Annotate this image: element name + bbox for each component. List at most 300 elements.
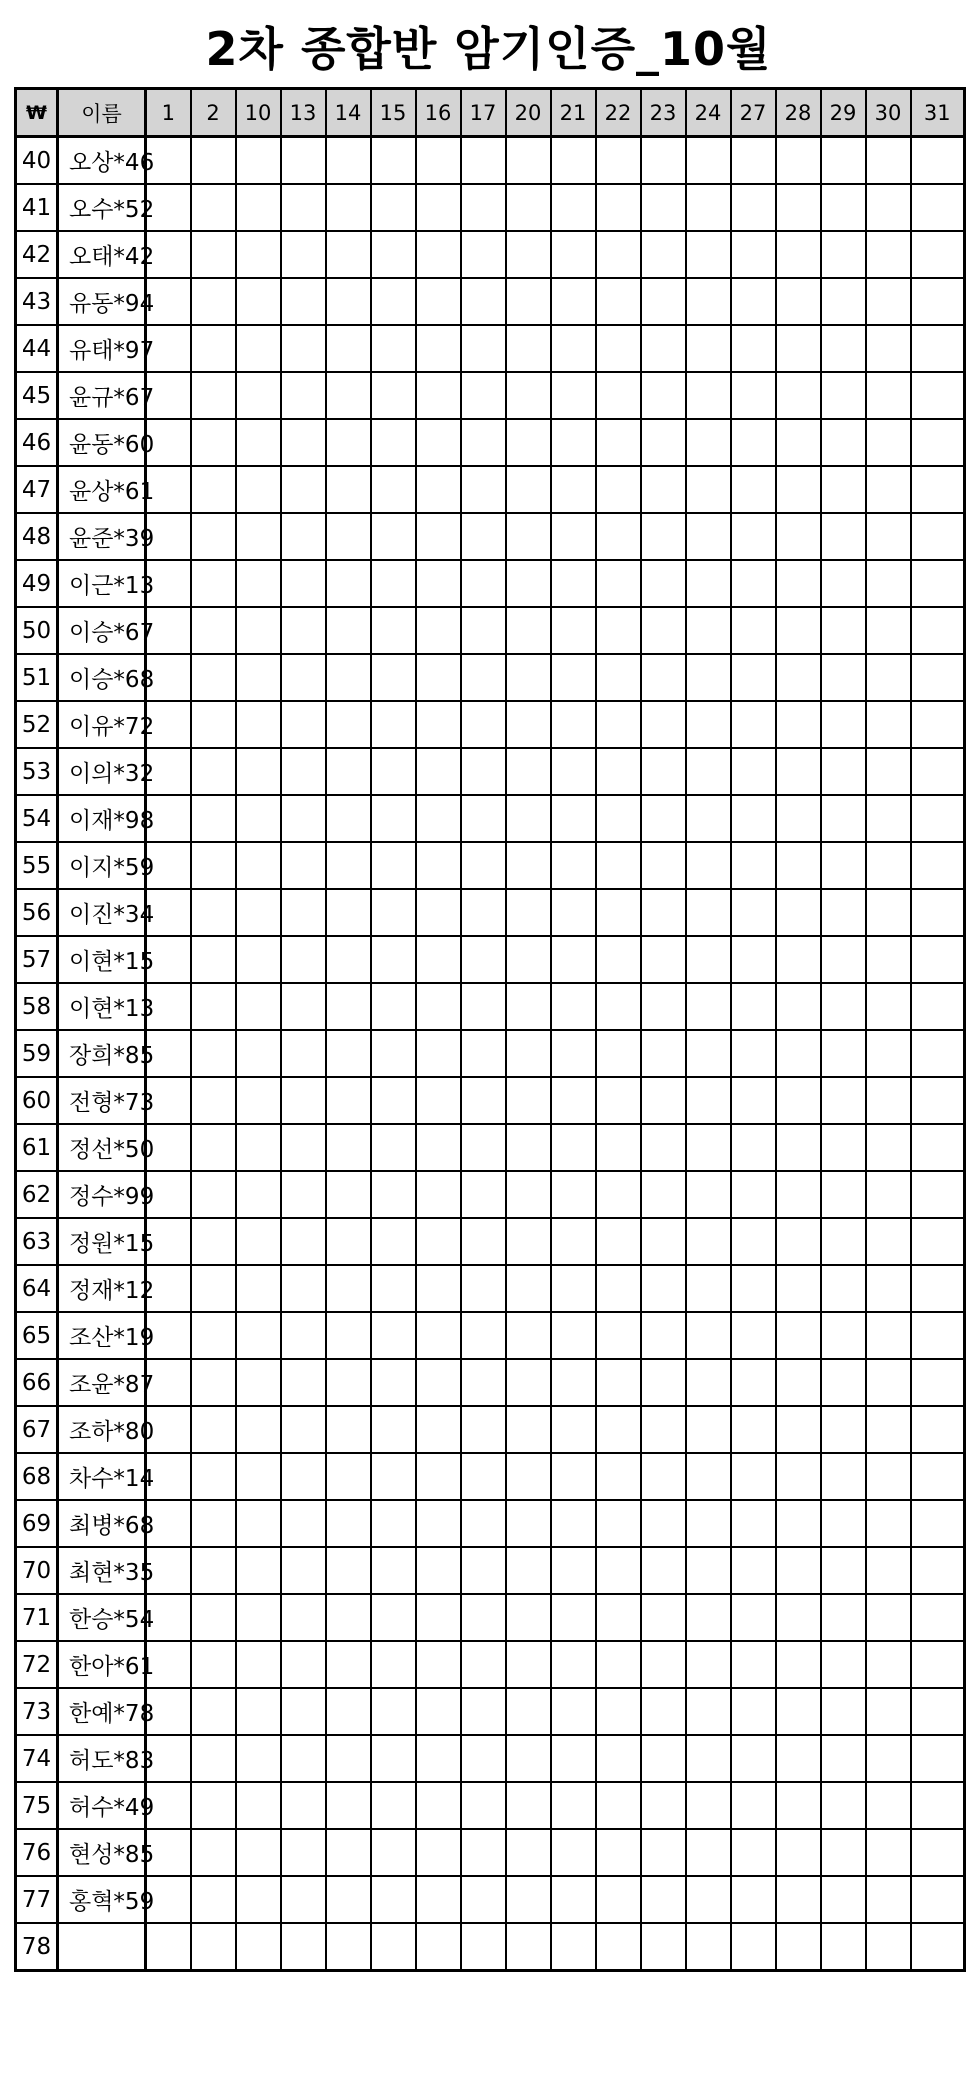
check-cell[interactable] bbox=[731, 701, 776, 748]
check-cell[interactable] bbox=[911, 184, 965, 231]
check-cell[interactable] bbox=[506, 1077, 551, 1124]
check-cell[interactable] bbox=[191, 1265, 236, 1312]
check-cell[interactable] bbox=[776, 1171, 821, 1218]
check-cell[interactable] bbox=[686, 1312, 731, 1359]
check-cell[interactable] bbox=[641, 1829, 686, 1876]
check-cell[interactable] bbox=[506, 842, 551, 889]
check-cell[interactable] bbox=[596, 701, 641, 748]
check-cell[interactable] bbox=[416, 278, 461, 325]
check-cell[interactable] bbox=[191, 983, 236, 1030]
check-cell[interactable] bbox=[281, 513, 326, 560]
check-cell[interactable] bbox=[866, 1923, 911, 1971]
check-cell[interactable] bbox=[551, 1453, 596, 1500]
check-cell[interactable] bbox=[551, 1312, 596, 1359]
check-cell[interactable] bbox=[371, 231, 416, 278]
check-cell[interactable] bbox=[641, 607, 686, 654]
check-cell[interactable] bbox=[506, 278, 551, 325]
check-cell[interactable] bbox=[866, 1547, 911, 1594]
check-cell[interactable] bbox=[326, 1453, 371, 1500]
check-cell[interactable] bbox=[191, 1547, 236, 1594]
check-cell[interactable] bbox=[776, 1829, 821, 1876]
check-cell[interactable] bbox=[686, 372, 731, 419]
check-cell[interactable] bbox=[641, 1218, 686, 1265]
check-cell[interactable] bbox=[731, 560, 776, 607]
check-cell[interactable] bbox=[641, 654, 686, 701]
check-cell[interactable] bbox=[236, 1124, 281, 1171]
check-cell[interactable] bbox=[281, 1641, 326, 1688]
check-cell[interactable] bbox=[911, 1594, 965, 1641]
check-cell[interactable] bbox=[911, 1359, 965, 1406]
check-cell[interactable] bbox=[686, 325, 731, 372]
check-cell[interactable] bbox=[371, 513, 416, 560]
check-cell[interactable] bbox=[911, 842, 965, 889]
check-cell[interactable] bbox=[821, 654, 866, 701]
check-cell[interactable] bbox=[731, 1312, 776, 1359]
check-cell[interactable] bbox=[326, 1641, 371, 1688]
check-cell[interactable] bbox=[551, 1265, 596, 1312]
check-cell[interactable] bbox=[191, 1312, 236, 1359]
check-cell[interactable] bbox=[416, 795, 461, 842]
check-cell[interactable] bbox=[416, 466, 461, 513]
check-cell[interactable] bbox=[866, 1312, 911, 1359]
check-cell[interactable] bbox=[821, 560, 866, 607]
check-cell[interactable] bbox=[596, 607, 641, 654]
check-cell[interactable] bbox=[236, 1735, 281, 1782]
check-cell[interactable] bbox=[686, 419, 731, 466]
check-cell[interactable] bbox=[866, 137, 911, 185]
check-cell[interactable] bbox=[326, 1876, 371, 1923]
check-cell[interactable] bbox=[506, 1218, 551, 1265]
check-cell[interactable] bbox=[596, 1453, 641, 1500]
check-cell[interactable] bbox=[281, 1829, 326, 1876]
check-cell[interactable] bbox=[731, 231, 776, 278]
check-cell[interactable] bbox=[776, 889, 821, 936]
check-cell[interactable] bbox=[506, 1782, 551, 1829]
check-cell[interactable] bbox=[236, 1547, 281, 1594]
check-cell[interactable] bbox=[731, 1171, 776, 1218]
check-cell[interactable] bbox=[911, 137, 965, 185]
check-cell[interactable] bbox=[326, 466, 371, 513]
check-cell[interactable] bbox=[281, 231, 326, 278]
check-cell[interactable] bbox=[776, 1735, 821, 1782]
check-cell[interactable] bbox=[596, 1171, 641, 1218]
check-cell[interactable] bbox=[191, 466, 236, 513]
check-cell[interactable] bbox=[776, 1688, 821, 1735]
check-cell[interactable] bbox=[326, 1782, 371, 1829]
check-cell[interactable] bbox=[686, 137, 731, 185]
check-cell[interactable] bbox=[596, 1077, 641, 1124]
check-cell[interactable] bbox=[416, 1547, 461, 1594]
check-cell[interactable] bbox=[551, 231, 596, 278]
check-cell[interactable] bbox=[911, 1829, 965, 1876]
check-cell[interactable] bbox=[191, 1453, 236, 1500]
check-cell[interactable] bbox=[191, 1077, 236, 1124]
check-cell[interactable] bbox=[551, 748, 596, 795]
check-cell[interactable] bbox=[866, 1124, 911, 1171]
check-cell[interactable] bbox=[191, 1171, 236, 1218]
check-cell[interactable] bbox=[821, 231, 866, 278]
check-cell[interactable] bbox=[461, 513, 506, 560]
check-cell[interactable] bbox=[371, 1641, 416, 1688]
check-cell[interactable] bbox=[461, 325, 506, 372]
check-cell[interactable] bbox=[506, 1265, 551, 1312]
check-cell[interactable] bbox=[686, 1171, 731, 1218]
check-cell[interactable] bbox=[686, 1218, 731, 1265]
check-cell[interactable] bbox=[911, 1641, 965, 1688]
check-cell[interactable] bbox=[776, 748, 821, 795]
check-cell[interactable] bbox=[731, 936, 776, 983]
check-cell[interactable] bbox=[326, 795, 371, 842]
check-cell[interactable] bbox=[191, 1641, 236, 1688]
check-cell[interactable] bbox=[866, 1876, 911, 1923]
check-cell[interactable] bbox=[686, 1500, 731, 1547]
check-cell[interactable] bbox=[776, 795, 821, 842]
check-cell[interactable] bbox=[686, 983, 731, 1030]
check-cell[interactable] bbox=[866, 936, 911, 983]
check-cell[interactable] bbox=[596, 1312, 641, 1359]
check-cell[interactable] bbox=[596, 1547, 641, 1594]
check-cell[interactable] bbox=[326, 748, 371, 795]
check-cell[interactable] bbox=[326, 1406, 371, 1453]
check-cell[interactable] bbox=[866, 419, 911, 466]
check-cell[interactable] bbox=[506, 748, 551, 795]
check-cell[interactable] bbox=[236, 936, 281, 983]
check-cell[interactable] bbox=[191, 607, 236, 654]
check-cell[interactable] bbox=[506, 889, 551, 936]
check-cell[interactable] bbox=[416, 372, 461, 419]
check-cell[interactable] bbox=[326, 1265, 371, 1312]
check-cell[interactable] bbox=[686, 184, 731, 231]
check-cell[interactable] bbox=[371, 1923, 416, 1971]
check-cell[interactable] bbox=[641, 1782, 686, 1829]
check-cell[interactable] bbox=[686, 842, 731, 889]
check-cell[interactable] bbox=[686, 1265, 731, 1312]
check-cell[interactable] bbox=[686, 1641, 731, 1688]
check-cell[interactable] bbox=[731, 1077, 776, 1124]
check-cell[interactable] bbox=[506, 1453, 551, 1500]
check-cell[interactable] bbox=[821, 889, 866, 936]
check-cell[interactable] bbox=[641, 1077, 686, 1124]
check-cell[interactable] bbox=[416, 419, 461, 466]
check-cell[interactable] bbox=[281, 1547, 326, 1594]
check-cell[interactable] bbox=[371, 654, 416, 701]
check-cell[interactable] bbox=[326, 1124, 371, 1171]
check-cell[interactable] bbox=[371, 1312, 416, 1359]
check-cell[interactable] bbox=[731, 1688, 776, 1735]
check-cell[interactable] bbox=[551, 1923, 596, 1971]
check-cell[interactable] bbox=[731, 278, 776, 325]
check-cell[interactable] bbox=[866, 654, 911, 701]
check-cell[interactable] bbox=[866, 983, 911, 1030]
check-cell[interactable] bbox=[326, 889, 371, 936]
check-cell[interactable] bbox=[416, 1829, 461, 1876]
check-cell[interactable] bbox=[191, 1500, 236, 1547]
check-cell[interactable] bbox=[236, 372, 281, 419]
check-cell[interactable] bbox=[281, 184, 326, 231]
check-cell[interactable] bbox=[461, 1124, 506, 1171]
check-cell[interactable] bbox=[866, 1030, 911, 1077]
check-cell[interactable] bbox=[281, 1359, 326, 1406]
check-cell[interactable] bbox=[326, 1359, 371, 1406]
check-cell[interactable] bbox=[551, 372, 596, 419]
check-cell[interactable] bbox=[641, 1641, 686, 1688]
check-cell[interactable] bbox=[461, 1218, 506, 1265]
check-cell[interactable] bbox=[641, 1547, 686, 1594]
check-cell[interactable] bbox=[686, 1688, 731, 1735]
check-cell[interactable] bbox=[641, 1688, 686, 1735]
check-cell[interactable] bbox=[236, 1923, 281, 1971]
check-cell[interactable] bbox=[731, 419, 776, 466]
check-cell[interactable] bbox=[551, 560, 596, 607]
check-cell[interactable] bbox=[326, 1312, 371, 1359]
check-cell[interactable] bbox=[326, 278, 371, 325]
check-cell[interactable] bbox=[731, 889, 776, 936]
check-cell[interactable] bbox=[731, 748, 776, 795]
check-cell[interactable] bbox=[551, 1782, 596, 1829]
check-cell[interactable] bbox=[686, 795, 731, 842]
check-cell[interactable] bbox=[776, 1453, 821, 1500]
check-cell[interactable] bbox=[776, 1876, 821, 1923]
check-cell[interactable] bbox=[506, 1829, 551, 1876]
check-cell[interactable] bbox=[821, 1923, 866, 1971]
check-cell[interactable] bbox=[461, 1547, 506, 1594]
check-cell[interactable] bbox=[731, 325, 776, 372]
check-cell[interactable] bbox=[416, 1218, 461, 1265]
check-cell[interactable] bbox=[776, 513, 821, 560]
check-cell[interactable] bbox=[281, 466, 326, 513]
check-cell[interactable] bbox=[776, 607, 821, 654]
check-cell[interactable] bbox=[551, 1876, 596, 1923]
check-cell[interactable] bbox=[191, 560, 236, 607]
check-cell[interactable] bbox=[686, 936, 731, 983]
check-cell[interactable] bbox=[596, 560, 641, 607]
check-cell[interactable] bbox=[326, 231, 371, 278]
check-cell[interactable] bbox=[371, 1359, 416, 1406]
check-cell[interactable] bbox=[281, 560, 326, 607]
check-cell[interactable] bbox=[686, 607, 731, 654]
check-cell[interactable] bbox=[236, 701, 281, 748]
check-cell[interactable] bbox=[686, 654, 731, 701]
check-cell[interactable] bbox=[191, 1594, 236, 1641]
check-cell[interactable] bbox=[911, 1077, 965, 1124]
check-cell[interactable] bbox=[731, 1265, 776, 1312]
check-cell[interactable] bbox=[416, 1923, 461, 1971]
check-cell[interactable] bbox=[371, 372, 416, 419]
check-cell[interactable] bbox=[596, 231, 641, 278]
check-cell[interactable] bbox=[416, 936, 461, 983]
check-cell[interactable] bbox=[551, 466, 596, 513]
check-cell[interactable] bbox=[911, 936, 965, 983]
check-cell[interactable] bbox=[236, 1218, 281, 1265]
check-cell[interactable] bbox=[731, 1030, 776, 1077]
check-cell[interactable] bbox=[596, 184, 641, 231]
check-cell[interactable] bbox=[371, 1406, 416, 1453]
check-cell[interactable] bbox=[821, 1077, 866, 1124]
check-cell[interactable] bbox=[641, 748, 686, 795]
check-cell[interactable] bbox=[641, 1453, 686, 1500]
check-cell[interactable] bbox=[191, 231, 236, 278]
check-cell[interactable] bbox=[596, 137, 641, 185]
check-cell[interactable] bbox=[731, 842, 776, 889]
check-cell[interactable] bbox=[731, 1124, 776, 1171]
check-cell[interactable] bbox=[596, 1359, 641, 1406]
check-cell[interactable] bbox=[236, 795, 281, 842]
check-cell[interactable] bbox=[371, 1265, 416, 1312]
check-cell[interactable] bbox=[371, 748, 416, 795]
check-cell[interactable] bbox=[191, 372, 236, 419]
check-cell[interactable] bbox=[686, 1453, 731, 1500]
check-cell[interactable] bbox=[506, 1312, 551, 1359]
check-cell[interactable] bbox=[551, 1641, 596, 1688]
check-cell[interactable] bbox=[551, 1406, 596, 1453]
check-cell[interactable] bbox=[641, 1406, 686, 1453]
check-cell[interactable] bbox=[461, 1829, 506, 1876]
check-cell[interactable] bbox=[551, 1688, 596, 1735]
check-cell[interactable] bbox=[821, 1829, 866, 1876]
check-cell[interactable] bbox=[686, 701, 731, 748]
check-cell[interactable] bbox=[236, 654, 281, 701]
check-cell[interactable] bbox=[641, 278, 686, 325]
check-cell[interactable] bbox=[551, 1124, 596, 1171]
check-cell[interactable] bbox=[596, 795, 641, 842]
check-cell[interactable] bbox=[821, 1171, 866, 1218]
check-cell[interactable] bbox=[776, 137, 821, 185]
check-cell[interactable] bbox=[281, 137, 326, 185]
check-cell[interactable] bbox=[641, 1265, 686, 1312]
check-cell[interactable] bbox=[236, 1782, 281, 1829]
check-cell[interactable] bbox=[371, 419, 416, 466]
check-cell[interactable] bbox=[866, 325, 911, 372]
check-cell[interactable] bbox=[461, 1453, 506, 1500]
check-cell[interactable] bbox=[371, 137, 416, 185]
check-cell[interactable] bbox=[461, 936, 506, 983]
check-cell[interactable] bbox=[236, 748, 281, 795]
check-cell[interactable] bbox=[641, 936, 686, 983]
check-cell[interactable] bbox=[326, 325, 371, 372]
check-cell[interactable] bbox=[731, 137, 776, 185]
check-cell[interactable] bbox=[821, 1453, 866, 1500]
check-cell[interactable] bbox=[416, 137, 461, 185]
check-cell[interactable] bbox=[911, 983, 965, 1030]
check-cell[interactable] bbox=[461, 1171, 506, 1218]
check-cell[interactable] bbox=[731, 466, 776, 513]
check-cell[interactable] bbox=[281, 1500, 326, 1547]
check-cell[interactable] bbox=[371, 983, 416, 1030]
check-cell[interactable] bbox=[641, 842, 686, 889]
check-cell[interactable] bbox=[866, 184, 911, 231]
check-cell[interactable] bbox=[281, 701, 326, 748]
check-cell[interactable] bbox=[731, 795, 776, 842]
check-cell[interactable] bbox=[596, 1641, 641, 1688]
check-cell[interactable] bbox=[551, 1735, 596, 1782]
check-cell[interactable] bbox=[641, 1171, 686, 1218]
check-cell[interactable] bbox=[326, 560, 371, 607]
check-cell[interactable] bbox=[686, 278, 731, 325]
check-cell[interactable] bbox=[506, 795, 551, 842]
check-cell[interactable] bbox=[821, 1782, 866, 1829]
check-cell[interactable] bbox=[911, 607, 965, 654]
check-cell[interactable] bbox=[641, 560, 686, 607]
check-cell[interactable] bbox=[236, 419, 281, 466]
check-cell[interactable] bbox=[686, 1359, 731, 1406]
check-cell[interactable] bbox=[506, 231, 551, 278]
check-cell[interactable] bbox=[506, 701, 551, 748]
check-cell[interactable] bbox=[911, 419, 965, 466]
check-cell[interactable] bbox=[236, 1171, 281, 1218]
check-cell[interactable] bbox=[866, 278, 911, 325]
check-cell[interactable] bbox=[596, 372, 641, 419]
check-cell[interactable] bbox=[866, 1829, 911, 1876]
check-cell[interactable] bbox=[416, 607, 461, 654]
check-cell[interactable] bbox=[191, 419, 236, 466]
check-cell[interactable] bbox=[641, 889, 686, 936]
check-cell[interactable] bbox=[371, 1030, 416, 1077]
check-cell[interactable] bbox=[686, 1594, 731, 1641]
check-cell[interactable] bbox=[461, 278, 506, 325]
check-cell[interactable] bbox=[911, 1406, 965, 1453]
check-cell[interactable] bbox=[416, 1312, 461, 1359]
check-cell[interactable] bbox=[326, 1829, 371, 1876]
check-cell[interactable] bbox=[866, 1265, 911, 1312]
check-cell[interactable] bbox=[776, 560, 821, 607]
check-cell[interactable] bbox=[506, 983, 551, 1030]
check-cell[interactable] bbox=[911, 1218, 965, 1265]
check-cell[interactable] bbox=[191, 1218, 236, 1265]
check-cell[interactable] bbox=[281, 1594, 326, 1641]
check-cell[interactable] bbox=[596, 1688, 641, 1735]
check-cell[interactable] bbox=[281, 889, 326, 936]
check-cell[interactable] bbox=[461, 372, 506, 419]
check-cell[interactable] bbox=[281, 1406, 326, 1453]
check-cell[interactable] bbox=[686, 1782, 731, 1829]
check-cell[interactable] bbox=[281, 372, 326, 419]
check-cell[interactable] bbox=[821, 1876, 866, 1923]
check-cell[interactable] bbox=[461, 889, 506, 936]
check-cell[interactable] bbox=[506, 372, 551, 419]
check-cell[interactable] bbox=[596, 325, 641, 372]
check-cell[interactable] bbox=[416, 1500, 461, 1547]
check-cell[interactable] bbox=[866, 231, 911, 278]
check-cell[interactable] bbox=[191, 184, 236, 231]
check-cell[interactable] bbox=[371, 1594, 416, 1641]
check-cell[interactable] bbox=[326, 419, 371, 466]
check-cell[interactable] bbox=[326, 701, 371, 748]
check-cell[interactable] bbox=[371, 607, 416, 654]
check-cell[interactable] bbox=[551, 1594, 596, 1641]
check-cell[interactable] bbox=[371, 466, 416, 513]
check-cell[interactable] bbox=[596, 748, 641, 795]
check-cell[interactable] bbox=[641, 372, 686, 419]
check-cell[interactable] bbox=[506, 1500, 551, 1547]
check-cell[interactable] bbox=[821, 701, 866, 748]
check-cell[interactable] bbox=[821, 1030, 866, 1077]
check-cell[interactable] bbox=[686, 560, 731, 607]
check-cell[interactable] bbox=[506, 607, 551, 654]
check-cell[interactable] bbox=[191, 1406, 236, 1453]
check-cell[interactable] bbox=[191, 1923, 236, 1971]
check-cell[interactable] bbox=[281, 1030, 326, 1077]
check-cell[interactable] bbox=[641, 231, 686, 278]
check-cell[interactable] bbox=[551, 936, 596, 983]
check-cell[interactable] bbox=[731, 1594, 776, 1641]
check-cell[interactable] bbox=[371, 560, 416, 607]
check-cell[interactable] bbox=[416, 1265, 461, 1312]
check-cell[interactable] bbox=[506, 1547, 551, 1594]
check-cell[interactable] bbox=[191, 1030, 236, 1077]
check-cell[interactable] bbox=[236, 560, 281, 607]
check-cell[interactable] bbox=[326, 1735, 371, 1782]
check-cell[interactable] bbox=[731, 1735, 776, 1782]
